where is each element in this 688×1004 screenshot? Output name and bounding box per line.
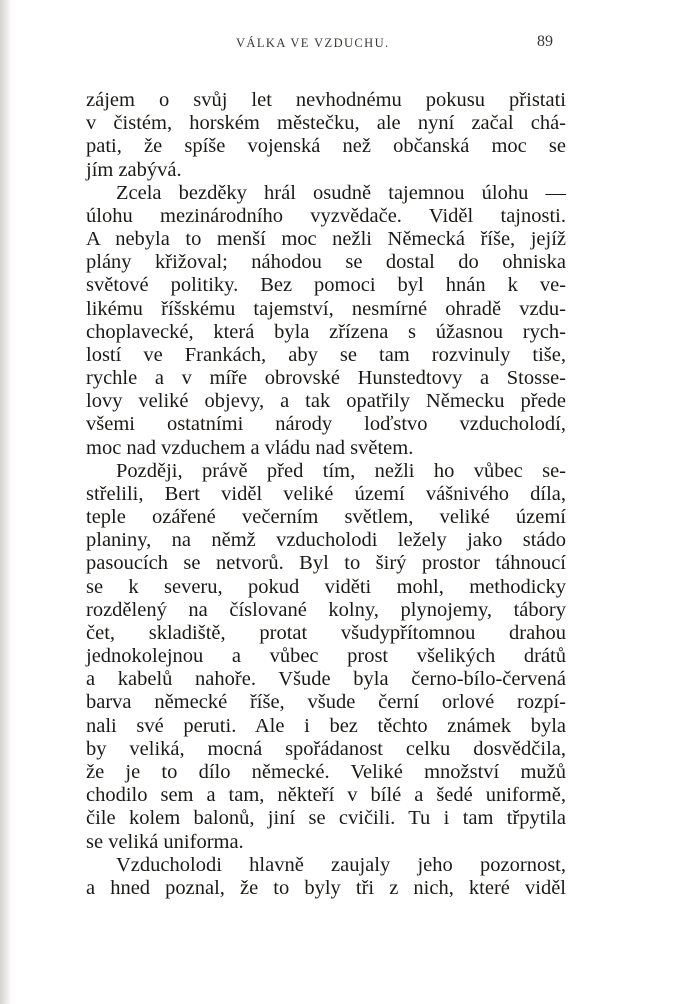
text-line: moc nad vzduchem a vládu nad světem. <box>86 436 414 459</box>
text-line: teple ozářené večerním světlem, veliké území <box>86 506 566 529</box>
body-text <box>86 89 566 900</box>
text-line: v čistém, horském městečku, ale nyní začal chá- <box>86 112 566 135</box>
text-line: zájem o svůj let nevhodnému pokusu přistati <box>86 89 566 111</box>
text-line: že je to dílo německé. Veliké množství mužů <box>86 760 566 783</box>
text-line: barva německé říše, všude černí orlové rozpí- <box>86 691 566 714</box>
running-head: VÁLKA VE VZDUCHU. <box>236 36 390 50</box>
text-line: čet, skladiště, protat všudypřítomnou drahou <box>86 621 566 644</box>
text-line: Později, právě před tím, nežli ho vůbec se- <box>116 459 566 482</box>
page-number: 89 <box>537 33 553 50</box>
text-line: světové politiky. Bez pomoci byl hnán k ve- <box>86 274 566 297</box>
text-line: se veliká uniforma. <box>86 830 244 853</box>
text-line: rychle a v míře obrovské Hunstedtovy a Stosse- <box>86 367 566 390</box>
text-line: lostí ve Frankách, aby se tam rozvinuly tiše, <box>86 343 566 366</box>
text-line: jím zabývá. <box>86 158 182 181</box>
text-line: střelili, Bert viděl veliké území vášnivého díla, <box>86 482 566 505</box>
text-line: choplavecké, která byla zřízena s úžasnou rych- <box>86 320 566 343</box>
text-line: plány křižoval; náhodou se dostal do ohniska <box>86 251 566 274</box>
text-line: jednokolejnou a vůbec prost všelikých drátů <box>86 645 566 668</box>
text-line: se k severu, pokud viděti mohl, methodicky <box>86 575 566 598</box>
text-line: likému říšskému tajemství, nesmírné ohradě vzdu- <box>86 297 566 320</box>
text-line: čile kolem balonů, jiní se cvičili. Tu i tam třpytila <box>86 807 566 830</box>
text-line: lovy veliké objevy, a tak opatřily Německu přede <box>86 390 566 413</box>
text-line: by veliká, mocná spořádanost celku dosvědčila, <box>86 737 566 760</box>
text-line: A nebyla to menší moc nežli Německá říše, jejíž <box>86 228 566 251</box>
text-line: rozdělený na číslované kolny, plynojemy, tábory <box>86 598 566 621</box>
text-line: pasoucích se netvorů. Byl to širý prostor táhnoucí <box>86 552 566 575</box>
text-line: chodilo sem a tam, někteří v bílé a šedé uniformě, <box>86 784 566 807</box>
text-line: všemi ostatními národy loďstvo vzducholodí, <box>86 413 566 436</box>
text-line: a kabelů nahoře. Všude byla černo-bílo-červená <box>86 668 566 691</box>
text-line: a hned poznal, že to byly tři z nich, které viděl <box>86 876 566 899</box>
text-line: úlohu mezinárodního vyzvědače. Viděl tajnosti. <box>86 204 566 227</box>
text-line: Zcela bezděky hrál osudně tajemnou úlohu — <box>116 181 566 204</box>
gutter-shadow <box>0 0 12 1004</box>
text-line: Vzducholodi hlavně zaujaly jeho pozornost, <box>116 853 566 876</box>
text-line: nali své peruti. Ale i bez těchto známek byla <box>86 714 566 737</box>
text-line: pati, že spíše vojenská než občanská moc se <box>86 135 566 158</box>
text-line: planiny, na němž vzducholodi ležely jako stádo <box>86 529 566 552</box>
